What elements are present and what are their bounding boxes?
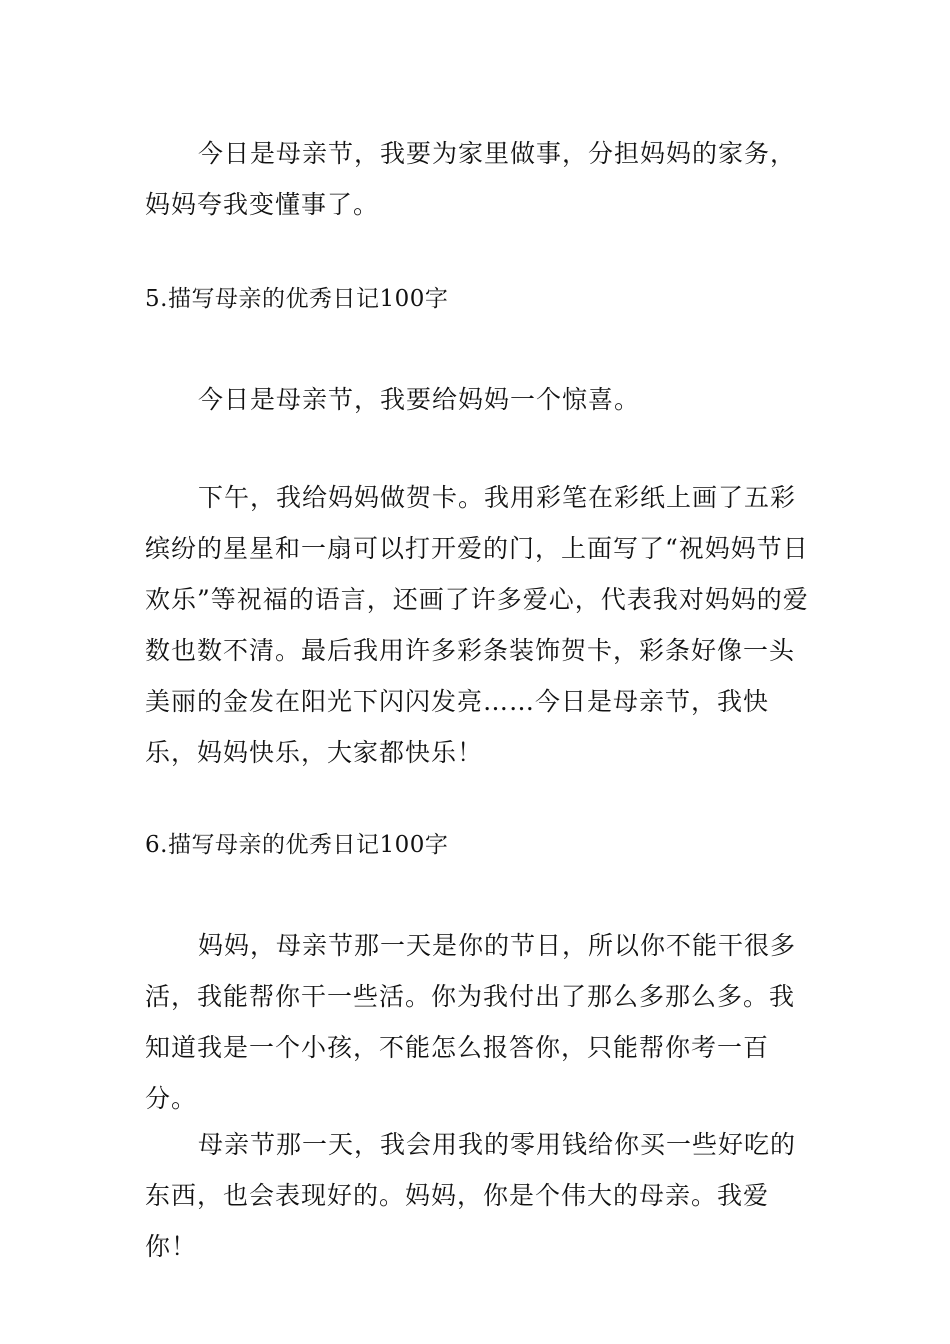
paragraph-greeting-card: 下午，我给妈妈做贺卡。我用彩笔在彩纸上画了五彩缤纷的星星和一扇可以打开爱的门，上面写了“祝妈妈节日欢乐”等祝福的语言，还画了许多爱心，代表我对妈妈的爱数也数不清。最后我用许多彩条装饰贺卡，彩条好像一头美丽的金发在阳光下闪闪发亮……今日是母亲节，我快乐，妈妈快乐，大家都快乐！ (145, 483, 809, 767)
paragraph-help-mom: 妈妈，母亲节那一天是你的节日，所以你不能干很多活，我能帮你干一些活。你为我付出了那么多那么多。我知道我是一个小孩，不能怎么报答你，只能帮你考一百分。 (145, 931, 797, 1113)
paragraph-surprise: 今日是母亲节，我要给妈妈一个惊喜。 (198, 385, 641, 414)
section-heading-5: 5.描写母亲的优秀日记100字 (145, 286, 449, 312)
paragraph-pocket-money: 母亲节那一天，我会用我的零用钱给你买一些好吃的东西，也会表现好的。妈妈，你是个伟大的母亲。我爱你！ (145, 1130, 797, 1261)
paragraph-mothers-day-chores: 今日是母亲节，我要为家里做事，分担妈妈的家务，妈妈夸我变懂事了。 (145, 139, 797, 219)
section-heading-6: 6.描写母亲的优秀日记100字 (145, 832, 449, 858)
